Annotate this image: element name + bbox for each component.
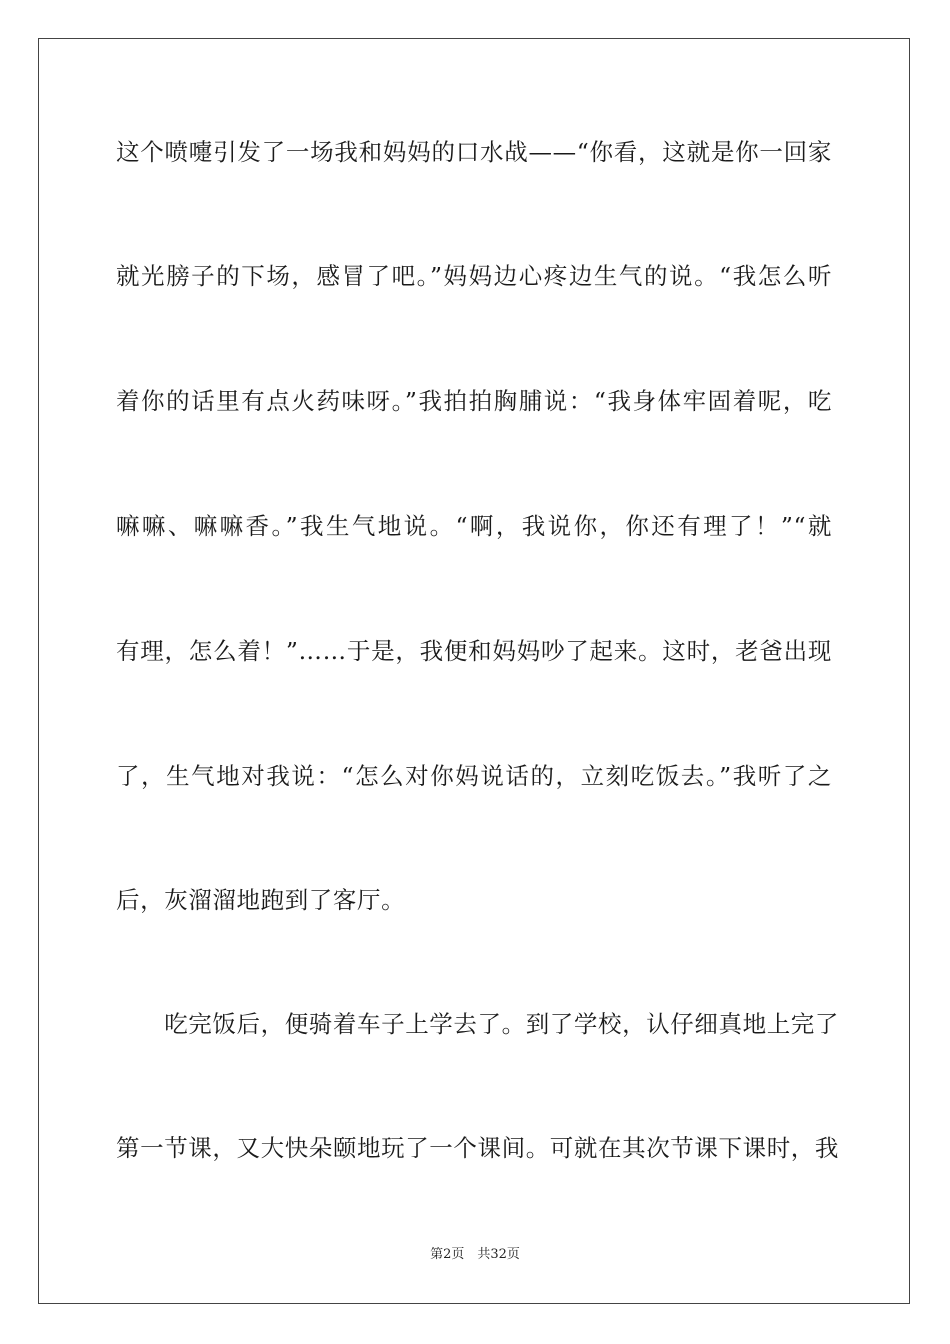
body-text-line: 有理，怎么着！”……于是，我便和妈妈吵了起来。这时，老爸出现 xyxy=(116,637,832,665)
body-text-line: 嘛嘛、嘛嘛香。”我生气地说。“啊，我说你，你还有理了！”“就 xyxy=(116,512,832,540)
body-text-line: 后，灰溜溜地跑到了客厅。 xyxy=(116,886,406,914)
body-text-line: 吃完饭后，便骑着车子上学去了。到了学校，认仔细真地上完了 xyxy=(116,1010,839,1038)
body-text-line: 着你的话里有点火药味呀。”我拍拍胸脯说：“我身体牢固着呢，吃 xyxy=(116,387,832,415)
body-text-line: 了，生气地对我说：“怎么对你妈说话的，立刻吃饭去。”我听了之 xyxy=(116,762,832,790)
body-text-line: 这个喷嚏引发了一场我和妈妈的口水战——“你看，这就是你一回家 xyxy=(116,138,832,166)
page-border xyxy=(38,38,910,1304)
body-text-line: 第一节课，又大快朵颐地玩了一个课间。可就在其次节课下课时，我 xyxy=(116,1134,839,1162)
body-text-line: 就光膀子的下场，感冒了吧。”妈妈边心疼边生气的说。“我怎么听 xyxy=(116,262,832,290)
page-number-footer: 第2页 共32页 xyxy=(430,1247,520,1262)
